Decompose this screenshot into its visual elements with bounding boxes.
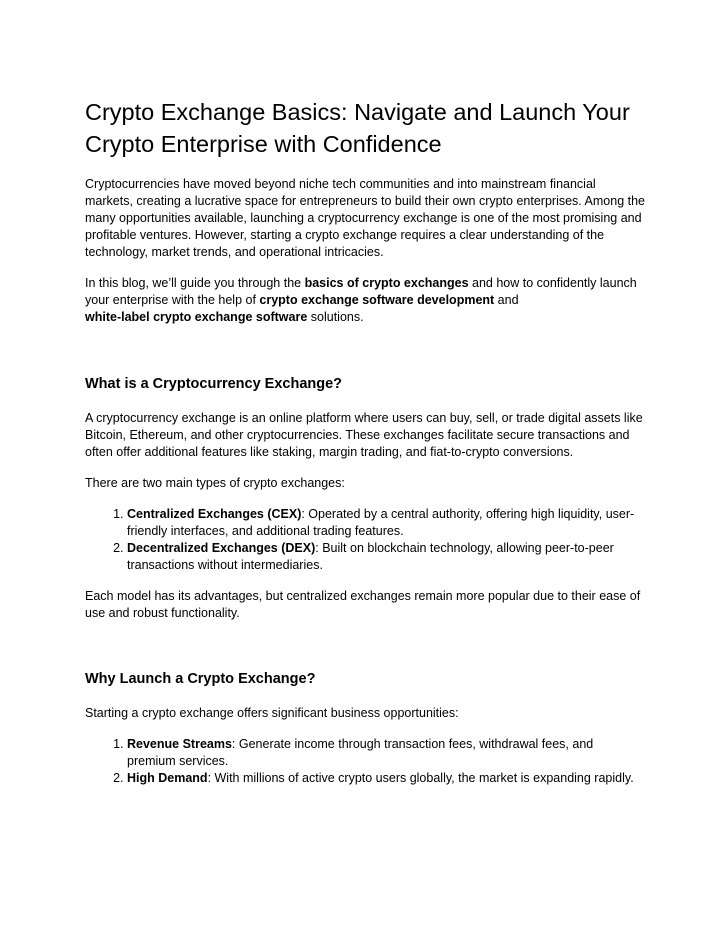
list-item-term: Centralized Exchanges (CEX) xyxy=(127,507,302,521)
intro-paragraph: Cryptocurrencies have moved beyond niche tech communities and into mainstream financial markets, creating a lucrative space for entrepreneurs to build their own crypto enterprises. Among the many opportunities available, launching a cryptocurrency exchange is one of the most promising and profitable ventures. However, starting a crypto exchange requires a clear understanding of the technology, market trends, and operational intricacies. xyxy=(85,177,646,259)
section1-paragraph: A cryptocurrency exchange is an online platform where users can buy, sell, or trade digital assets like Bitcoin, Ethereum, and other cryptocurrencies. These exchanges facilitate secure transactions and often offer additional features like staking, margin trading, and fiat-to-crypto conversions. xyxy=(85,411,643,459)
section2-paragraph: Starting a crypto exchange offers significant business opportunities: xyxy=(85,706,459,720)
list-item xyxy=(127,540,645,574)
blog-bold-1: basics of crypto exchanges xyxy=(304,276,469,290)
blog-bold-2: crypto exchange software development xyxy=(259,293,495,307)
document-title: Crypto Exchange Basics: Navigate and Launch Your Crypto Enterprise with Confidence xyxy=(85,99,630,157)
section1-closing: Each model has its advantages, but centralized exchanges remain more popular due to their ease of use and robust functionality. xyxy=(85,589,641,620)
section-heading-why-launch: Why Launch a Crypto Exchange? xyxy=(85,671,316,687)
section-heading-what-is: What is a Cryptocurrency Exchange? xyxy=(85,376,343,392)
blog-text-3: and xyxy=(494,293,519,307)
list-item xyxy=(127,770,645,787)
blog-bold-3: white-label crypto exchange software xyxy=(85,310,308,324)
list-item-term: High Demand xyxy=(127,771,208,785)
list-item-desc: : Generate income through transaction fees, withdrawal fees, and premium services. xyxy=(127,737,594,768)
blog-paragraph xyxy=(85,275,645,326)
list-item xyxy=(127,506,645,540)
blog-text-1: In this blog, we’ll guide you through the xyxy=(85,276,305,290)
benefits-list xyxy=(85,736,645,787)
exchange-types-list xyxy=(85,506,645,574)
list-item-desc: : Built on blockchain technology, allowing peer-to-peer transactions without intermediaries. xyxy=(127,541,614,572)
blog-text-2: and how to confidently launch your enterprise with the help of xyxy=(85,276,637,307)
types-intro: There are two main types of crypto exchanges: xyxy=(85,476,345,490)
list-item-term: Decentralized Exchanges (DEX) xyxy=(127,541,316,555)
blog-text-4: solutions. xyxy=(307,310,364,324)
list-item xyxy=(127,736,645,770)
list-item-desc: : With millions of active crypto users globally, the market is expanding rapidly. xyxy=(207,771,634,785)
document-page xyxy=(85,96,645,787)
list-item-desc: : Operated by a central authority, offering high liquidity, user-friendly interfaces, and additional trading features. xyxy=(127,507,635,538)
list-item-term: Revenue Streams xyxy=(127,737,232,751)
